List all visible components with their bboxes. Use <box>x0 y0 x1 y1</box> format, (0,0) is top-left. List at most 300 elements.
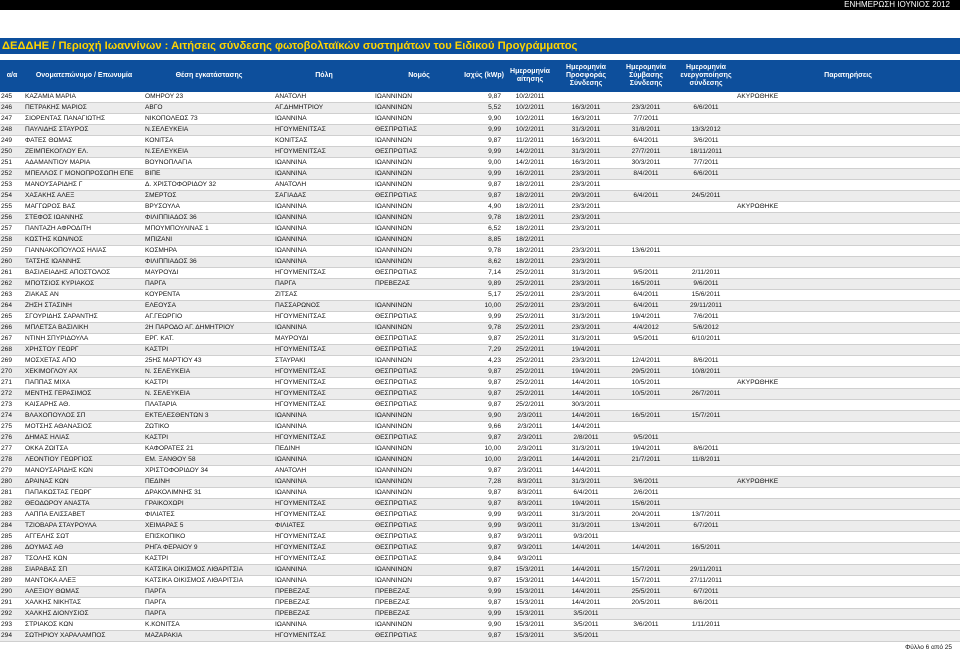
table-row <box>0 400 960 411</box>
col-power-cell: 9,90 <box>464 114 504 125</box>
col-prefecture-cell: ΘΕΣΠΡΩΤΙΑΣ <box>374 389 464 400</box>
col-location-cell: ΚΑΦΟΡΑΤΕΣ 21 <box>144 444 274 455</box>
col-contract-date-cell: 10/5/2011 <box>616 389 676 400</box>
col-aa-cell: 273 <box>0 400 24 411</box>
col-application-date-cell: 8/3/2011 <box>504 488 556 499</box>
col-application-date-cell: 8/3/2011 <box>504 477 556 488</box>
col-aa-cell: 265 <box>0 312 24 323</box>
col-name-cell: ΜΑΓΓΩΡΟΣ ΒΑΣ <box>24 202 144 213</box>
col-contract-date-cell <box>616 466 676 477</box>
col-city-cell: ΚΟΝΙΤΣΑΣ <box>274 136 374 147</box>
top-bar <box>0 0 960 10</box>
col-aa-cell: 288 <box>0 565 24 576</box>
col-prefecture-cell: ΙΩΑΝΝΙΝΩΝ <box>374 224 464 235</box>
col-activation-date-cell: 15/7/2011 <box>676 411 736 422</box>
col-activation-date-cell: 18/11/2011 <box>676 147 736 158</box>
col-contract-date-cell: 10/5/2011 <box>616 378 676 389</box>
col-name-cell: ΤΑΤΣΗΣ ΙΩΑΝΝΗΣ <box>24 257 144 268</box>
col-location-cell: ΧΕΙΜΑΡΑΣ 5 <box>144 521 274 532</box>
col-name-cell: ΦΑΤΕΣ ΘΩΜΑΣ <box>24 136 144 147</box>
col-activation-date-cell: 10/8/2011 <box>676 367 736 378</box>
col-city-cell: ΙΩΑΝΝΙΝΑ <box>274 477 374 488</box>
table-row <box>0 125 960 136</box>
col-prefecture-cell: ΙΩΑΝΝΙΝΩΝ <box>374 411 464 422</box>
col-activation-date-cell: 15/6/2011 <box>676 290 736 301</box>
col-city-cell: ΠΡΕΒΕΖΑΣ <box>274 598 374 609</box>
col-application-date-cell: 10/2/2011 <box>504 114 556 125</box>
col-remarks-cell <box>736 543 960 554</box>
col-application-date-cell: 18/2/2011 <box>504 257 556 268</box>
col-remarks-cell <box>736 422 960 433</box>
col-location-cell: ΖΩΤΙΚΟ <box>144 422 274 433</box>
col-application-date-header: Ημερομηνία αίτησης <box>510 68 550 83</box>
col-offer-date-cell: 14/4/2011 <box>556 598 616 609</box>
table-row <box>0 191 960 202</box>
col-activation-date-cell: 9/6/2011 <box>676 279 736 290</box>
table-row <box>0 543 960 554</box>
table-row <box>0 576 960 587</box>
col-offer-date-cell: 31/3/2011 <box>556 510 616 521</box>
col-remarks-cell <box>736 565 960 576</box>
col-city-cell: ΗΓΟΥΜΕΝΙΤΣΑΣ <box>274 510 374 521</box>
col-application-date-cell: 15/3/2011 <box>504 631 556 642</box>
col-remarks-cell <box>736 499 960 510</box>
col-remarks-cell <box>736 433 960 444</box>
col-name-cell: ΖΗΣΗ ΣΤΑΣΙΝΗ <box>24 301 144 312</box>
col-activation-date-cell: 6/7/2011 <box>676 587 736 598</box>
col-name-cell: ΜΑΝΟΥΣΑΡΙΔΗΣ ΚΩΝ <box>24 466 144 477</box>
col-application-date-cell: 25/2/2011 <box>504 323 556 334</box>
col-location-cell: ΡΗΓΑ ΦΕΡΑΙΟΥ 9 <box>144 543 274 554</box>
col-activation-date-cell: 29/11/2011 <box>676 301 736 312</box>
table-row <box>0 180 960 191</box>
col-offer-date-cell: 31/3/2011 <box>556 268 616 279</box>
col-prefecture-cell: ΙΩΑΝΝΙΝΩΝ <box>374 477 464 488</box>
col-location-header: Θέση εγκατάστασης <box>175 72 243 79</box>
col-offer-date-cell: 23/3/2011 <box>556 224 616 235</box>
col-name-cell: ΣΤΡΙΑΚΟΣ ΚΩΝ <box>24 620 144 631</box>
col-location-cell: ΠΕΔΙΝΗ <box>144 477 274 488</box>
col-offer-date-cell: 23/3/2011 <box>556 246 616 257</box>
col-activation-date-cell: 8/6/2011 <box>676 598 736 609</box>
col-activation-date-cell <box>676 631 736 642</box>
col-contract-date-cell <box>616 257 676 268</box>
col-activation-date-cell: 8/6/2011 <box>676 444 736 455</box>
col-city-cell: ΙΩΑΝΝΙΝΑ <box>274 576 374 587</box>
col-city-cell: ΙΩΑΝΝΙΝΑ <box>274 488 374 499</box>
col-prefecture-cell: ΘΕΣΠΡΩΤΙΑΣ <box>374 554 464 565</box>
col-name-cell: ΑΛΕΞΙΟΥ ΘΩΜΑΣ <box>24 587 144 598</box>
col-location-cell: Ν.ΣΕΛΕΥΚΕΙΑ <box>144 147 274 158</box>
col-power-cell: 9,87 <box>464 367 504 378</box>
col-aa-cell: 280 <box>0 477 24 488</box>
col-application-date-cell: 10/2/2011 <box>504 125 556 136</box>
col-city-cell: ΠΡΕΒΕΖΑΣ <box>274 609 374 620</box>
table-row <box>0 455 960 466</box>
col-city-cell: ΑΝΑΤΟΛΗ <box>274 92 374 103</box>
col-location-cell: ΕΡΓ. ΚΑΤ. <box>144 334 274 345</box>
col-application-date-cell: 18/2/2011 <box>504 191 556 202</box>
col-application-date-cell: 18/2/2011 <box>504 180 556 191</box>
col-application-date-cell: 2/3/2011 <box>504 422 556 433</box>
col-city-cell: ΠΑΡΓΑ <box>274 279 374 290</box>
col-city-cell: ΙΩΑΝΝΙΝΑ <box>274 411 374 422</box>
col-remarks-cell: ΑΚΥΡΩΘΗΚΕ <box>736 378 960 389</box>
col-aa-cell: 284 <box>0 521 24 532</box>
col-activation-date-cell <box>676 378 736 389</box>
col-city-cell: ΗΓΟΥΜΕΝΙΤΣΑΣ <box>274 378 374 389</box>
col-power-cell: 9,99 <box>464 587 504 598</box>
col-offer-date-cell: 6/4/2011 <box>556 488 616 499</box>
col-location-cell: ΠΑΡΓΑ <box>144 598 274 609</box>
col-contract-date-cell: 13/6/2011 <box>616 246 676 257</box>
col-location-cell: ΚΑΤΣΙΚΑ ΟΙΚΙΣΜΟΣ ΛΙΘΑΡΙΤΣΙΑ <box>144 565 274 576</box>
col-prefecture-cell: ΙΩΑΝΝΙΝΩΝ <box>374 565 464 576</box>
col-contract-date-cell: 15/7/2011 <box>616 576 676 587</box>
col-application-date-cell: 10/2/2011 <box>504 103 556 114</box>
col-aa-cell: 256 <box>0 213 24 224</box>
col-city-cell: ΑΓ.ΔΗΜΗΤΡΙΟΥ <box>274 103 374 114</box>
col-remarks-cell <box>736 609 960 620</box>
col-location-cell: ΚΑΣΤΡΙ <box>144 433 274 444</box>
table-row <box>0 598 960 609</box>
col-name-cell: ΔΡΑΙΝΑΣ ΚΩΝ <box>24 477 144 488</box>
col-name-cell: ΔΗΜΑΣ ΗΛΙΑΣ <box>24 433 144 444</box>
col-activation-date-cell <box>676 488 736 499</box>
col-contract-date-cell <box>616 224 676 235</box>
col-aa-cell: 285 <box>0 532 24 543</box>
col-name-cell: ΤΖΙΟΒΑΡΑ ΣΤΑΥΡΟΥΛΑ <box>24 521 144 532</box>
col-city-cell: ΑΝΑΤΟΛΗ <box>274 180 374 191</box>
col-offer-date-cell: 23/3/2011 <box>556 290 616 301</box>
col-activation-date-cell: 6/10/2011 <box>676 334 736 345</box>
col-aa-cell: 277 <box>0 444 24 455</box>
col-contract-date-cell: 16/5/2011 <box>616 279 676 290</box>
col-aa-cell: 249 <box>0 136 24 147</box>
col-power-cell: 10,00 <box>464 444 504 455</box>
applications-table <box>0 60 960 642</box>
col-application-date-cell: 9/3/2011 <box>504 543 556 554</box>
col-activation-date-cell <box>676 554 736 565</box>
col-contract-date-cell: 27/7/2011 <box>616 147 676 158</box>
col-offer-date-cell: 19/4/2011 <box>556 367 616 378</box>
col-activation-date-cell: 3/6/2011 <box>676 136 736 147</box>
col-offer-date-cell: 23/3/2011 <box>556 213 616 224</box>
col-application-date-cell: 25/2/2011 <box>504 400 556 411</box>
table-row <box>0 334 960 345</box>
col-location-cell: ΣΜΕΡΤΟΣ <box>144 191 274 202</box>
col-aa-cell: 246 <box>0 103 24 114</box>
col-city-cell: ΗΓΟΥΜΕΝΙΤΣΑΣ <box>274 532 374 543</box>
col-power-cell: 6,52 <box>464 224 504 235</box>
col-prefecture-cell: ΙΩΑΝΝΙΝΩΝ <box>374 114 464 125</box>
col-city-cell: ΗΓΟΥΜΕΝΙΤΣΑΣ <box>274 631 374 642</box>
col-name-cell: ΧΑΣΑΚΗΣ ΑΛΕΞ <box>24 191 144 202</box>
col-prefecture-cell: ΙΩΑΝΝΙΝΩΝ <box>374 257 464 268</box>
col-location-cell: ΕΠΙΣΚΟΠΙΚΟ <box>144 532 274 543</box>
col-aa-cell: 250 <box>0 147 24 158</box>
table-body <box>0 92 960 642</box>
col-city-cell: ΙΩΑΝΝΙΝΑ <box>274 213 374 224</box>
col-aa-cell: 274 <box>0 411 24 422</box>
col-name-cell: ΣΓΟΥΡΙΔΗΣ ΣΑΡΑΝΤΗΣ <box>24 312 144 323</box>
col-remarks-cell <box>736 125 960 136</box>
col-power-cell: 9,87 <box>464 466 504 477</box>
col-power-cell: 10,00 <box>464 455 504 466</box>
col-application-date-cell: 15/3/2011 <box>504 609 556 620</box>
col-power-cell: 9,87 <box>464 488 504 499</box>
col-remarks-cell <box>736 312 960 323</box>
col-contract-date-cell: 16/5/2011 <box>616 411 676 422</box>
col-city-cell: ΙΩΑΝΝΙΝΑ <box>274 455 374 466</box>
col-contract-date-cell <box>616 400 676 411</box>
col-aa-cell: 264 <box>0 301 24 312</box>
col-aa-cell: 253 <box>0 180 24 191</box>
col-contract-date-cell: 8/4/2011 <box>616 169 676 180</box>
col-contract-date-cell: 13/4/2011 <box>616 521 676 532</box>
col-location-cell: ΕΜ. ΞΑΝΘΟΥ 58 <box>144 455 274 466</box>
col-aa-cell: 281 <box>0 488 24 499</box>
col-contract-date-cell: 19/4/2011 <box>616 312 676 323</box>
col-aa-cell: 272 <box>0 389 24 400</box>
col-activation-date-cell: 16/5/2011 <box>676 543 736 554</box>
col-offer-date-cell: 14/4/2011 <box>556 587 616 598</box>
col-application-date-cell: 25/2/2011 <box>504 312 556 323</box>
col-aa-cell: 279 <box>0 466 24 477</box>
col-aa-cell: 259 <box>0 246 24 257</box>
col-power-cell: 4,90 <box>464 202 504 213</box>
col-offer-date-cell: 3/5/2011 <box>556 631 616 642</box>
col-name-cell: ΒΛΑΧΟΠΟΥΛΟΣ ΣΠ <box>24 411 144 422</box>
col-remarks-cell <box>736 323 960 334</box>
col-prefecture-cell: ΘΕΣΠΡΩΤΙΑΣ <box>374 631 464 642</box>
col-aa-cell: 275 <box>0 422 24 433</box>
col-power-cell: 9,87 <box>464 400 504 411</box>
col-application-date-cell: 15/3/2011 <box>504 576 556 587</box>
table-row <box>0 136 960 147</box>
col-name-header: Ονοματεπώνυμο / Επωνυμία <box>35 72 133 79</box>
col-aa-cell: 248 <box>0 125 24 136</box>
col-remarks-cell <box>736 290 960 301</box>
col-aa-cell: 252 <box>0 169 24 180</box>
col-city-cell: ΗΓΟΥΜΕΝΙΤΣΑΣ <box>274 433 374 444</box>
col-prefecture-cell: ΘΕΣΠΡΩΤΙΑΣ <box>374 312 464 323</box>
col-activation-date-cell <box>676 213 736 224</box>
col-offer-date-cell: 23/3/2011 <box>556 323 616 334</box>
col-aa-cell: 266 <box>0 323 24 334</box>
col-offer-date-cell: 23/3/2011 <box>556 279 616 290</box>
col-name-cell: ΧΑΛΚΗΣ ΝΙΚΗΤΑΣ <box>24 598 144 609</box>
table-row <box>0 213 960 224</box>
col-power-cell: 9,87 <box>464 334 504 345</box>
col-name-cell: ΜΠΕΛΛΟΣ Γ ΜΟΝΟΠΡΟΣΩΠΗ ΕΠΕ <box>24 169 144 180</box>
col-city-cell: ΙΩΑΝΝΙΝΑ <box>274 114 374 125</box>
col-aa-cell: 258 <box>0 235 24 246</box>
col-aa-cell: 286 <box>0 543 24 554</box>
col-name-cell: ΜΟΣΧΕΤΑΣ ΑΠΟ <box>24 356 144 367</box>
col-application-date-cell: 2/3/2011 <box>504 455 556 466</box>
col-remarks-cell <box>736 455 960 466</box>
col-application-date-cell: 16/2/2011 <box>504 169 556 180</box>
col-offer-date-cell: 14/4/2011 <box>556 422 616 433</box>
col-city-cell: ΣΤΑΥΡΑΚΙ <box>274 356 374 367</box>
col-city-cell: ΗΓΟΥΜΕΝΙΤΣΑΣ <box>274 312 374 323</box>
col-aa-cell: 267 <box>0 334 24 345</box>
table-row <box>0 378 960 389</box>
col-remarks-cell: ΑΚΥΡΩΘΗΚΕ <box>736 202 960 213</box>
col-offer-date-header: Ημερομηνία Προσφοράς Σύνδεσης <box>565 64 606 87</box>
col-remarks-cell <box>736 510 960 521</box>
table-row <box>0 620 960 631</box>
col-city-cell: ΗΓΟΥΜΕΝΙΤΣΑΣ <box>274 543 374 554</box>
col-contract-date-cell: 9/5/2011 <box>616 433 676 444</box>
col-application-date-cell: 9/3/2011 <box>504 521 556 532</box>
col-prefecture-cell: ΘΕΣΠΡΩΤΙΑΣ <box>374 367 464 378</box>
col-application-date-cell: 18/2/2011 <box>504 213 556 224</box>
col-prefecture-cell: ΙΩΑΝΝΙΝΩΝ <box>374 92 464 103</box>
col-offer-date-cell: 31/3/2011 <box>556 334 616 345</box>
col-city-header: Πόλη <box>315 72 333 79</box>
col-activation-date-header: Ημερομηνία ενεργοποίησης σύνδεσης <box>680 64 732 87</box>
col-offer-date-cell: 9/3/2011 <box>556 532 616 543</box>
table-header-row <box>0 60 960 92</box>
col-contract-date-cell: 19/4/2011 <box>616 444 676 455</box>
col-city-cell: ΗΓΟΥΜΕΝΙΤΣΑΣ <box>274 499 374 510</box>
col-location-cell: ΠΑΡΓΑ <box>144 609 274 620</box>
col-application-date-cell: 9/3/2011 <box>504 510 556 521</box>
col-contract-date-cell: 15/6/2011 <box>616 499 676 510</box>
col-prefecture-cell: ΘΕΣΠΡΩΤΙΑΣ <box>374 125 464 136</box>
col-contract-date-cell: 3/6/2011 <box>616 620 676 631</box>
table-row <box>0 246 960 257</box>
col-offer-date-cell: 14/4/2011 <box>556 565 616 576</box>
col-contract-date-cell: 9/5/2011 <box>616 334 676 345</box>
col-prefecture-cell: ΙΩΑΝΝΙΝΩΝ <box>374 202 464 213</box>
col-location-cell: ΑΒΓΟ <box>144 103 274 114</box>
col-name-cell: ΜΑΝΤΟΚΑ ΑΛΕΞ <box>24 576 144 587</box>
col-application-date-cell: 25/2/2011 <box>504 345 556 356</box>
col-location-cell: Ν. ΣΕΛΕΥΚΕΙΑ <box>144 389 274 400</box>
col-offer-date-cell: 23/3/2011 <box>556 356 616 367</box>
col-remarks-cell <box>736 598 960 609</box>
col-prefecture-cell: ΙΩΑΝΝΙΝΩΝ <box>374 323 464 334</box>
col-activation-date-cell <box>676 400 736 411</box>
col-contract-date-cell <box>616 92 676 103</box>
col-offer-date-cell: 30/3/2011 <box>556 400 616 411</box>
col-remarks-cell <box>736 345 960 356</box>
col-offer-date-cell: 23/3/2011 <box>556 301 616 312</box>
col-remarks-cell <box>736 147 960 158</box>
col-offer-date-cell <box>556 554 616 565</box>
col-location-cell: ΚΟΥΡΕΝΤΑ <box>144 290 274 301</box>
col-prefecture-cell: ΘΕΣΠΡΩΤΙΑΣ <box>374 521 464 532</box>
col-contract-date-cell: 6/4/2011 <box>616 136 676 147</box>
col-contract-date-cell: 14/4/2011 <box>616 543 676 554</box>
col-application-date-cell: 25/2/2011 <box>504 301 556 312</box>
col-location-cell: ΕΚΤΕΛΕΣΘΕΝΤΩΝ 3 <box>144 411 274 422</box>
col-name-cell: ΚΩΣΤΗΣ ΚΩΝ/ΝΟΣ <box>24 235 144 246</box>
col-location-cell: ΜΑΖΑΡΑΚΙΑ <box>144 631 274 642</box>
col-contract-date-cell <box>616 532 676 543</box>
col-prefecture-cell: ΘΕΣΠΡΩΤΙΑΣ <box>374 334 464 345</box>
col-city-cell: ΙΩΑΝΝΙΝΑ <box>274 565 374 576</box>
col-aa-cell: 291 <box>0 598 24 609</box>
col-location-cell: ΦΙΛΙΠΠΙΑΔΟΣ 36 <box>144 213 274 224</box>
col-contract-date-cell <box>616 345 676 356</box>
col-activation-date-cell <box>676 532 736 543</box>
col-application-date-cell: 10/2/2011 <box>504 92 556 103</box>
col-location-cell: ΧΡΙΣΤΟΦΟΡΙΔΟΥ 34 <box>144 466 274 477</box>
col-application-date-cell: 25/2/2011 <box>504 378 556 389</box>
col-remarks-cell <box>736 191 960 202</box>
table-row <box>0 147 960 158</box>
col-power-cell: 9,78 <box>464 213 504 224</box>
col-location-cell: ΠΛΑΤΑΡΙΑ <box>144 400 274 411</box>
col-city-cell: ΙΩΑΝΝΙΝΑ <box>274 323 374 334</box>
col-name-cell: ΧΕΚΙΜΟΓΛΟΥ ΑΧ <box>24 367 144 378</box>
col-application-date-cell: 15/3/2011 <box>504 620 556 631</box>
table-row <box>0 422 960 433</box>
col-application-date-cell: 15/3/2011 <box>504 598 556 609</box>
col-location-cell: ΚΑΣΤΡΙ <box>144 345 274 356</box>
col-city-cell: ΗΓΟΥΜΕΝΙΤΣΑΣ <box>274 554 374 565</box>
col-activation-date-cell: 13/3/2012 <box>676 125 736 136</box>
col-location-cell: ΝΙΚΟΠΟΛΕΩΣ 73 <box>144 114 274 125</box>
col-aa-cell: 292 <box>0 609 24 620</box>
col-city-cell: ΙΩΑΝΝΙΝΑ <box>274 422 374 433</box>
col-power-cell: 9,87 <box>464 378 504 389</box>
col-contract-date-cell <box>616 235 676 246</box>
col-contract-date-cell: 23/3/2011 <box>616 103 676 114</box>
col-aa-cell: 287 <box>0 554 24 565</box>
col-prefecture-cell: ΙΩΑΝΝΙΝΩΝ <box>374 444 464 455</box>
col-power-cell: 9,99 <box>464 125 504 136</box>
col-contract-date-cell: 2/6/2011 <box>616 488 676 499</box>
col-power-cell: 9,66 <box>464 422 504 433</box>
col-contract-date-cell <box>616 631 676 642</box>
col-aa-cell: 255 <box>0 202 24 213</box>
col-location-cell: ΦΙΛΙΠΠΙΑΔΟΣ 36 <box>144 257 274 268</box>
col-power-cell: 9,99 <box>464 312 504 323</box>
col-name-cell: ΔΟΥΜΑΣ ΑΘ <box>24 543 144 554</box>
col-contract-date-cell: 29/5/2011 <box>616 367 676 378</box>
col-remarks-cell <box>736 169 960 180</box>
col-location-cell: ΚΟΣΜΗΡΑ <box>144 246 274 257</box>
col-offer-date-cell: 16/3/2011 <box>556 158 616 169</box>
col-activation-date-cell <box>676 257 736 268</box>
table-row <box>0 565 960 576</box>
col-remarks-cell <box>736 389 960 400</box>
table-row <box>0 103 960 114</box>
col-offer-date-cell: 31/3/2011 <box>556 477 616 488</box>
col-name-cell: ΚΑΖΑΜΙΑ ΜΑΡΙΑ <box>24 92 144 103</box>
col-city-cell: ΗΓΟΥΜΕΝΙΤΣΑΣ <box>274 389 374 400</box>
col-city-cell: ΠΑΣΣΑΡΩΝΟΣ <box>274 301 374 312</box>
table-row <box>0 158 960 169</box>
table-row <box>0 554 960 565</box>
table-row <box>0 235 960 246</box>
col-power-cell: 8,62 <box>464 257 504 268</box>
col-application-date-cell: 2/3/2011 <box>504 433 556 444</box>
col-name-cell: ΜΠΟΤΣΙΟΣ ΚΥΡΙΑΚΟΣ <box>24 279 144 290</box>
col-name-cell: ΧΡΗΣΤΟΥ ΓΕΩΡΓ <box>24 345 144 356</box>
col-application-date-cell: 18/2/2011 <box>504 246 556 257</box>
table-row <box>0 224 960 235</box>
col-location-cell: ΓΡΑΙΚΟΧΩΡΙ <box>144 499 274 510</box>
col-power-cell: 7,28 <box>464 477 504 488</box>
col-aa-cell: 261 <box>0 268 24 279</box>
table-row <box>0 301 960 312</box>
